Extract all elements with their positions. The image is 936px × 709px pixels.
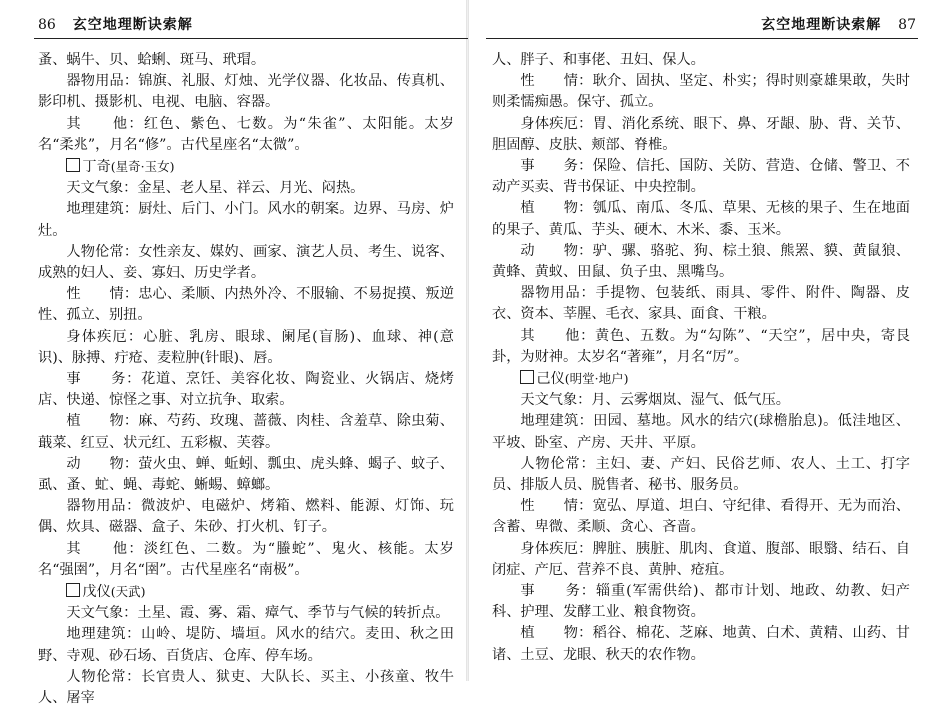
- continued-paragraph: 人、胖子、和事佬、丑妇、保人。: [492, 52, 705, 68]
- right-running-title: 玄空地理断诀索解: [761, 17, 882, 33]
- section-heading: [38, 156, 454, 178]
- entry-paragraph: 性 情：耿介、固执、坚定、朴实；得时则豪雄果敢，失时则柔懦痴愚。保守、孤立。: [492, 73, 910, 111]
- entry-paragraph: 身体疾厄：脾脏、胰脏、肌肉、食道、腹部、眼翳、结石、自闭症、产厄、营养不良、黄肿、疮疽。: [492, 540, 910, 578]
- section-heading-label: 丁奇: [82, 159, 111, 176]
- entry-paragraph: 地理建筑：山岭、堤防、墙垣。风水的结穴。麦田、秋之田野、寺观、砂石场、百货店、仓库、停车场。: [38, 626, 454, 664]
- entry-paragraph: 人物伦常：女性亲友、媒妁、画家、演艺人员、考生、说客、成熟的妇人、妾、寡妇、历史学者。: [38, 243, 454, 282]
- entry-paragraph: 人物伦常：主妇、妻、产妇、民俗艺师、农人、土工、打字员、排版人员、脱售者、秘书、服务员。: [492, 455, 910, 494]
- right-page-header: [498, 14, 916, 36]
- entry-paragraph: 其 他：红色、紫色、七数。为“朱雀”、太阳能。太岁名“柔兆”，月名“修”。古代星座名“太微”。: [38, 115, 454, 153]
- left-page: [0, 0, 468, 707]
- left-page-number: 86: [38, 17, 56, 33]
- section-heading-subtitle: (明堂·地户): [564, 371, 629, 387]
- entry-paragraph: 器物用品：手提物、包装纸、雨具、零件、附件、陶器、皮衣、资本、莘腥、毛衣、家具、面食、干粮。: [492, 285, 910, 323]
- entry-paragraph: 动 物：萤火虫、蝉、蚯蚓、瓢虫、虎头蜂、蝎子、蚊子、虱、蚤、虻、蝇、毒蛇、蜥蜴、蟑螂。: [38, 455, 454, 494]
- entry-paragraph: 器物用品：微波炉、电磁炉、烤箱、燃料、能源、灯饰、玩偶、炊具、磁器、盒子、朱砂、打火机、钉子。: [38, 498, 454, 536]
- entry-paragraph: 植 物：稻谷、棉花、芝麻、地黄、白术、黄精、山药、甘诸、土豆、龙眼、秋天的农作物。: [492, 625, 910, 663]
- section-heading-subtitle: (天武): [110, 584, 146, 600]
- right-page-body: [492, 50, 910, 666]
- entry-paragraph: 天文气象：月、云雾烟岚、湿气、低气压。: [520, 392, 790, 409]
- entry-paragraph: 事 务：辎重(军需供给)、都市计划、地政、幼教、妇产科、护理、发酵工业、粮食物资。: [492, 583, 910, 621]
- section-heading: [38, 581, 454, 603]
- entry-paragraph: 性 情：忠心、柔顺、内热外冷、不服输、不易捉摸、叛逆性、孤立、别扭。: [38, 286, 454, 324]
- entry-paragraph: 天文气象：金星、老人星、祥云、月光、闷热。: [66, 180, 365, 197]
- entry-paragraph: 植 物：麻、芍药、玫瑰、蔷薇、肉桂、含羞草、除虫菊、蕺菜、红豆、状元红、五彩椒、芙蓉。: [38, 413, 454, 451]
- entry-paragraph: 植 物：瓠瓜、南瓜、冬瓜、草果、无核的果子、生在地面的果子、黄瓜、芋头、硬木、木米、黍、玉米。: [492, 200, 910, 238]
- section-heading-label: 己仪: [536, 371, 565, 388]
- left-header-rule: [34, 38, 468, 39]
- left-page-body: [38, 50, 454, 709]
- entry-paragraph: 器物用品：锦旗、礼服、灯烛、光学仪器、化妆品、传真机、影印机、摄影机、电视、电脑、容器。: [38, 73, 454, 111]
- entry-paragraph: 身体疾厄：心脏、乳房、眼球、阑尾(盲肠)、血球、神(意识)、脉搏、疔疮、麦粒肿(针眼)、唇。: [38, 328, 454, 366]
- entry-paragraph: 事 务：花道、烹饪、美容化妆、陶瓷业、火锅店、烧烤店、快递、惊怪之事、对立抗争、取索。: [38, 371, 454, 409]
- entry-paragraph: 地理建筑：厨灶、后门、小门。风水的朝案。边界、马房、炉灶。: [38, 201, 454, 239]
- left-page-header: [38, 14, 460, 36]
- entry-paragraph: 身体疾厄：胃、消化系统、眼下、鼻、牙龈、胁、背、关节、胆固醇、皮肤、颊部、脊椎。: [492, 115, 910, 153]
- entry-paragraph: 地理建筑：田园、墓地。风水的结穴(球檐胎息)。低洼地区、平坡、卧室、产房、天井、平原。: [492, 413, 910, 451]
- right-page-number: 87: [898, 17, 916, 33]
- section-heading-subtitle: (星奇·玉女): [110, 159, 175, 175]
- entry-paragraph: 性 情：宽弘、厚道、坦白、守纪律、看得开、无为而治、含蓄、卑微、柔顺、贪心、吝啬。: [492, 498, 910, 536]
- entry-paragraph: 人物伦常：长官贵人、狱吏、大队长、买主、小孩童、牧牛人、屠宰: [38, 668, 454, 707]
- checkbox-square-icon: [66, 583, 80, 597]
- section-heading: [492, 368, 910, 390]
- left-running-title: 玄空地理断诀索解: [72, 17, 193, 33]
- right-page: [468, 0, 936, 681]
- section-heading-label: 戊仪: [82, 584, 111, 601]
- entry-paragraph: 天文气象：土星、霞、雾、霜、瘴气、季节与气候的转折点。: [66, 605, 450, 622]
- entry-paragraph: 其 他：淡红色、二数。为“螣蛇”、鬼火、核能。太岁名“强圉”，月名“圉”。古代星座名“南极”。: [38, 540, 454, 578]
- entry-paragraph: 事 务：保险、信托、国防、关防、营造、仓储、警卫、不动产买卖、背书保证、中央控制。: [492, 158, 910, 196]
- checkbox-square-icon: [520, 370, 534, 384]
- continued-paragraph: 蚤、蜗牛、贝、蛤蜊、斑马、玳瑁。: [38, 52, 266, 68]
- entry-paragraph: 动 物：驴、骡、骆驼、狗、棕土狼、熊罴、貘、黄鼠狼、黄蜂、黄蚁、田鼠、负子虫、黑嘴鸟。: [492, 242, 910, 281]
- entry-paragraph: 其 他：黄色、五数。为“勾陈”、“天空”，居中央，寄艮卦，为财神。太岁名“著雍”，月名“厉”。: [492, 327, 910, 365]
- checkbox-square-icon: [66, 158, 80, 172]
- right-header-rule: [486, 38, 918, 39]
